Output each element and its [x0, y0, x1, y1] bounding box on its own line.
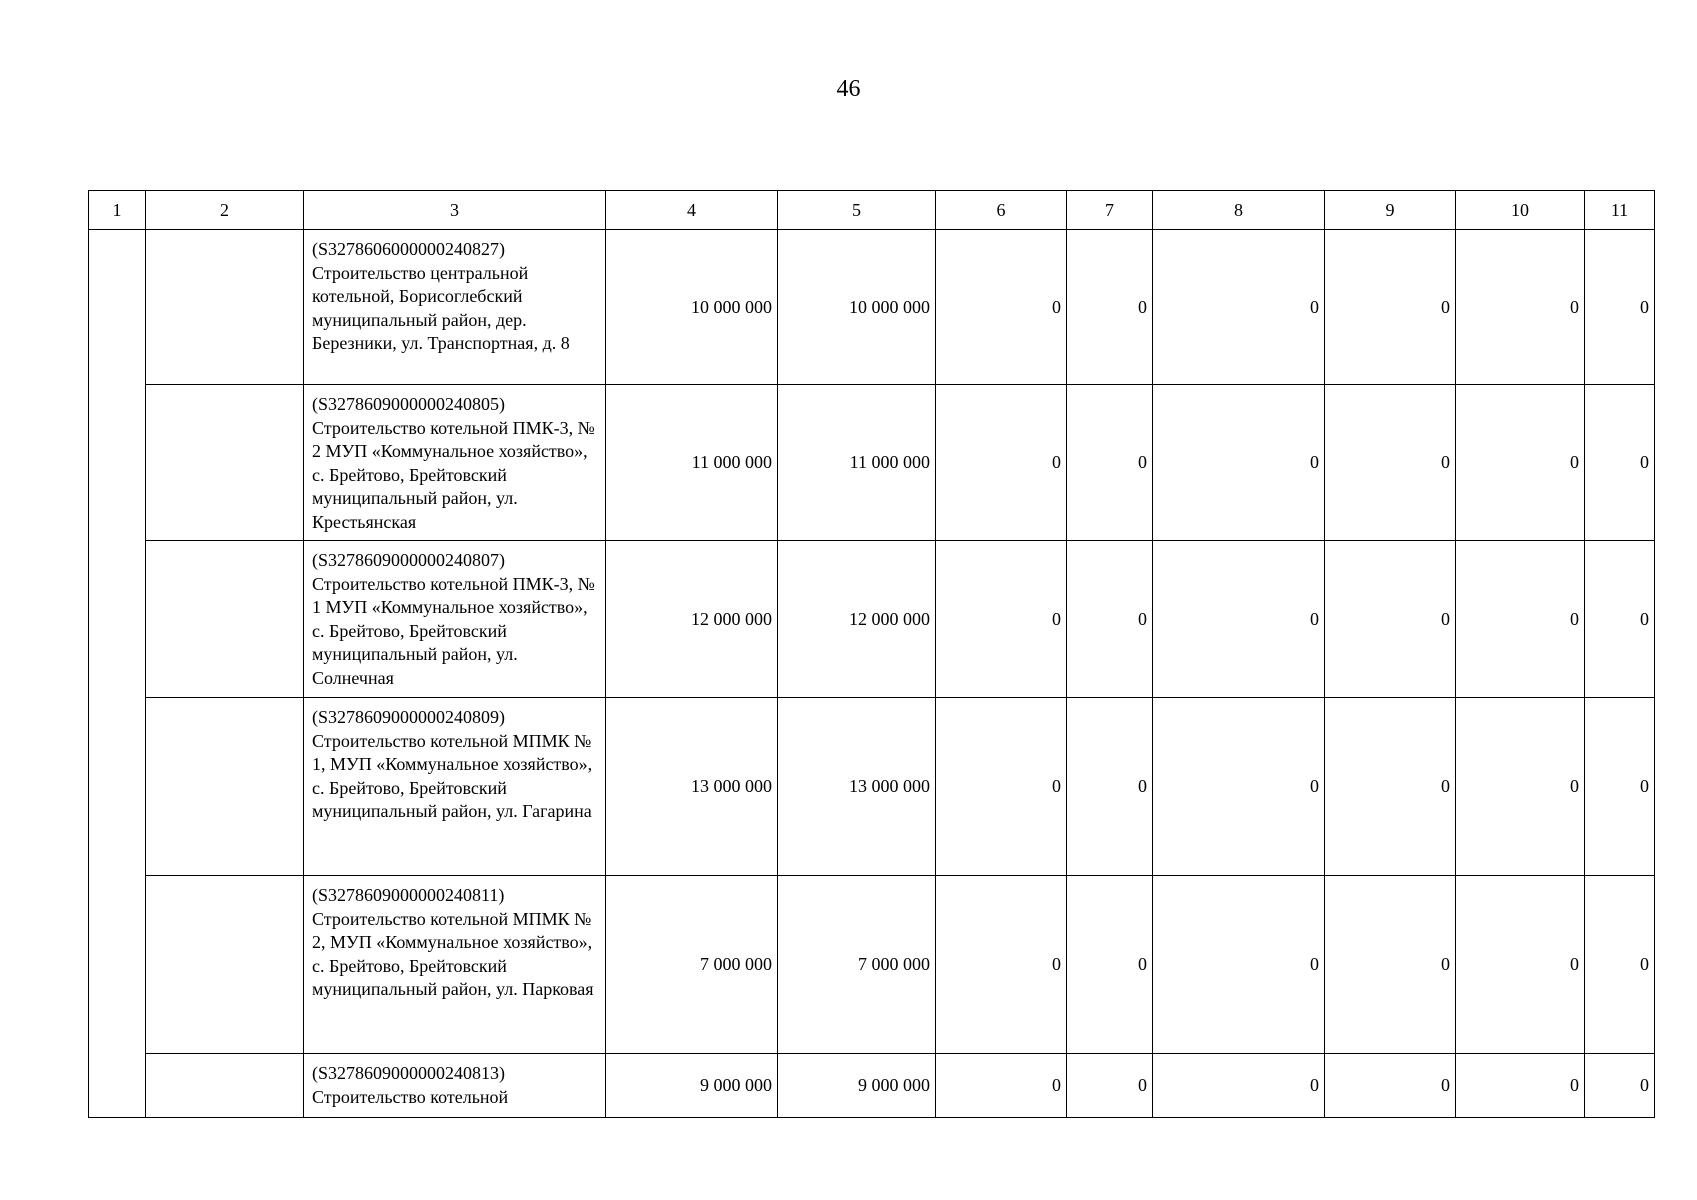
object-description: (S3278609000000240813) Строительство котельной: [304, 1054, 606, 1118]
value-col11: 0: [1585, 1054, 1655, 1118]
value-col6: 0: [936, 385, 1067, 541]
value-col8: 0: [1153, 876, 1325, 1054]
value-col4: 10 000 000: [606, 230, 778, 385]
value-col10: 0: [1456, 385, 1585, 541]
value-col4: 9 000 000: [606, 1054, 778, 1118]
value-col6: 0: [936, 230, 1067, 385]
value-col11: 0: [1585, 541, 1655, 698]
table-row: [89, 876, 1655, 1054]
value-col6: 0: [936, 541, 1067, 698]
budget-table-container: [88, 190, 1654, 1118]
value-col5: 7 000 000: [778, 876, 936, 1054]
object-description: (S3278606000000240827) Строительство центральной котельной, Борисоглебский муниципальный район, дер. Березники, ул. Транспортная, д. 8: [304, 230, 606, 385]
table-row: [89, 698, 1655, 876]
table-row: [89, 230, 1655, 385]
budget-table: [88, 190, 1655, 1118]
header-cell-6: 6: [936, 191, 1067, 230]
col1-merged-cell: [89, 230, 146, 1118]
value-col6: 0: [936, 876, 1067, 1054]
object-description: (S3278609000000240809) Строительство котельной МПМК № 1, МУП «Коммунальное хозяйство», с. Брейтово, Брейтовский муниципальный район, ул. Гагарина: [304, 698, 606, 876]
table-row: [89, 1054, 1655, 1118]
value-col7: 0: [1067, 1054, 1153, 1118]
table-row: [89, 385, 1655, 541]
value-col10: 0: [1456, 698, 1585, 876]
col2-cell: [146, 385, 304, 541]
value-col8: 0: [1153, 230, 1325, 385]
header-cell-3: 3: [304, 191, 606, 230]
col2-cell: [146, 541, 304, 698]
value-col9: 0: [1325, 541, 1456, 698]
object-description: (S3278609000000240811) Строительство котельной МПМК № 2, МУП «Коммунальное хозяйство», с. Брейтово, Брейтовский муниципальный район, ул. Парковая: [304, 876, 606, 1054]
header-cell-1: 1: [89, 191, 146, 230]
value-col8: 0: [1153, 698, 1325, 876]
value-col6: 0: [936, 1054, 1067, 1118]
value-col8: 0: [1153, 541, 1325, 698]
value-col9: 0: [1325, 876, 1456, 1054]
value-col11: 0: [1585, 698, 1655, 876]
object-description: (S3278609000000240805) Строительство котельной ПМК-3, № 2 МУП «Коммунальное хозяйство», с. Брейтово, Брейтовский муниципальный район, ул. Крестьянская: [304, 385, 606, 541]
value-col9: 0: [1325, 698, 1456, 876]
value-col5: 12 000 000: [778, 541, 936, 698]
value-col11: 0: [1585, 230, 1655, 385]
value-col7: 0: [1067, 385, 1153, 541]
header-cell-5: 5: [778, 191, 936, 230]
col2-cell: [146, 1054, 304, 1118]
col2-cell: [146, 876, 304, 1054]
value-col7: 0: [1067, 541, 1153, 698]
value-col7: 0: [1067, 698, 1153, 876]
value-col5: 10 000 000: [778, 230, 936, 385]
value-col10: 0: [1456, 541, 1585, 698]
value-col8: 0: [1153, 385, 1325, 541]
value-col4: 7 000 000: [606, 876, 778, 1054]
header-row: [89, 191, 1655, 230]
header-cell-8: 8: [1153, 191, 1325, 230]
value-col10: 0: [1456, 1054, 1585, 1118]
value-col7: 0: [1067, 876, 1153, 1054]
header-cell-2: 2: [146, 191, 304, 230]
value-col11: 0: [1585, 385, 1655, 541]
col2-cell: [146, 230, 304, 385]
value-col6: 0: [936, 698, 1067, 876]
value-col5: 11 000 000: [778, 385, 936, 541]
value-col7: 0: [1067, 230, 1153, 385]
value-col11: 0: [1585, 876, 1655, 1054]
value-col10: 0: [1456, 230, 1585, 385]
value-col9: 0: [1325, 385, 1456, 541]
header-cell-11: 11: [1585, 191, 1655, 230]
value-col4: 12 000 000: [606, 541, 778, 698]
header-cell-9: 9: [1325, 191, 1456, 230]
table-row: [89, 541, 1655, 698]
value-col5: 13 000 000: [778, 698, 936, 876]
header-cell-10: 10: [1456, 191, 1585, 230]
value-col4: 11 000 000: [606, 385, 778, 541]
header-cell-7: 7: [1067, 191, 1153, 230]
header-cell-4: 4: [606, 191, 778, 230]
value-col9: 0: [1325, 1054, 1456, 1118]
value-col10: 0: [1456, 876, 1585, 1054]
object-description: (S3278609000000240807) Строительство котельной ПМК-3, № 1 МУП «Коммунальное хозяйство», с. Брейтово, Брейтовский муниципальный район, ул. Солнечная: [304, 541, 606, 698]
value-col4: 13 000 000: [606, 698, 778, 876]
page-number: 46: [836, 76, 861, 102]
col2-cell: [146, 698, 304, 876]
value-col8: 0: [1153, 1054, 1325, 1118]
value-col9: 0: [1325, 230, 1456, 385]
value-col5: 9 000 000: [778, 1054, 936, 1118]
